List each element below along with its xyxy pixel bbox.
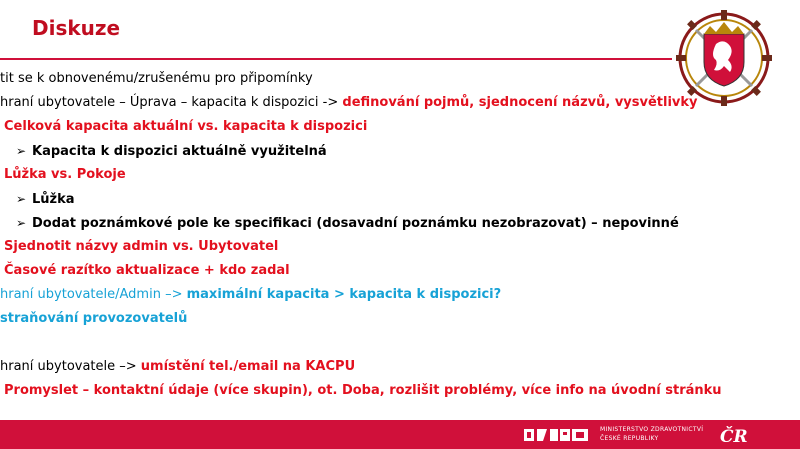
list-item: straňování provozovatelů: [0, 311, 188, 326]
list-item: Sjednotit názvy admin vs. Ubytovatel: [4, 239, 279, 254]
list-item: hraní ubytovatele/Admin –> maximální kapacita > kapacita k dispozici?: [0, 287, 502, 302]
bullet-arrow-icon: ➢: [16, 216, 27, 230]
mz-logo-icon: [522, 426, 592, 444]
list-item: ➢ Lůžka: [16, 192, 75, 207]
ministry-label: MINISTERSTVO ZDRAVOTNICTVÍ ČESKÉ REPUBLIKY: [600, 426, 704, 442]
bullet-arrow-icon: ➢: [16, 192, 27, 206]
list-item: Lůžka vs. Pokoje: [4, 167, 126, 182]
list-item: Promyslet – kontaktní údaje (více skupin), ot. Doba, rozlišit problémy, více info na úvodní stránku: [4, 383, 722, 398]
cr-logo-text: ČR: [720, 427, 748, 446]
list-item: ➢ Kapacita k dispozici aktuálně využitelná: [16, 144, 327, 159]
list-item: Časové razítko aktualizace + kdo zadal: [4, 263, 290, 278]
slide-title: Diskuze: [32, 16, 121, 40]
cr-logo-icon: [718, 424, 752, 446]
list-item: tit se k obnovenému/zrušenému pro připomínky: [0, 71, 313, 86]
bullet-arrow-icon: ➢: [16, 144, 27, 158]
list-item: ➢ Dodat poznámkové pole ke specifikaci (dosavadní poznámku nezobrazovat) – nepovinné: [16, 216, 679, 231]
list-item: Celková kapacita aktuální vs. kapacita k dispozici: [4, 119, 368, 134]
list-item: hraní ubytovatele –> umístění tel./email na KACPU: [0, 359, 356, 374]
list-item: hraní ubytovatele – Úprava – kapacita k dispozici -> definování pojmů, sjednocení názvů, vysvětlivky: [0, 95, 698, 110]
